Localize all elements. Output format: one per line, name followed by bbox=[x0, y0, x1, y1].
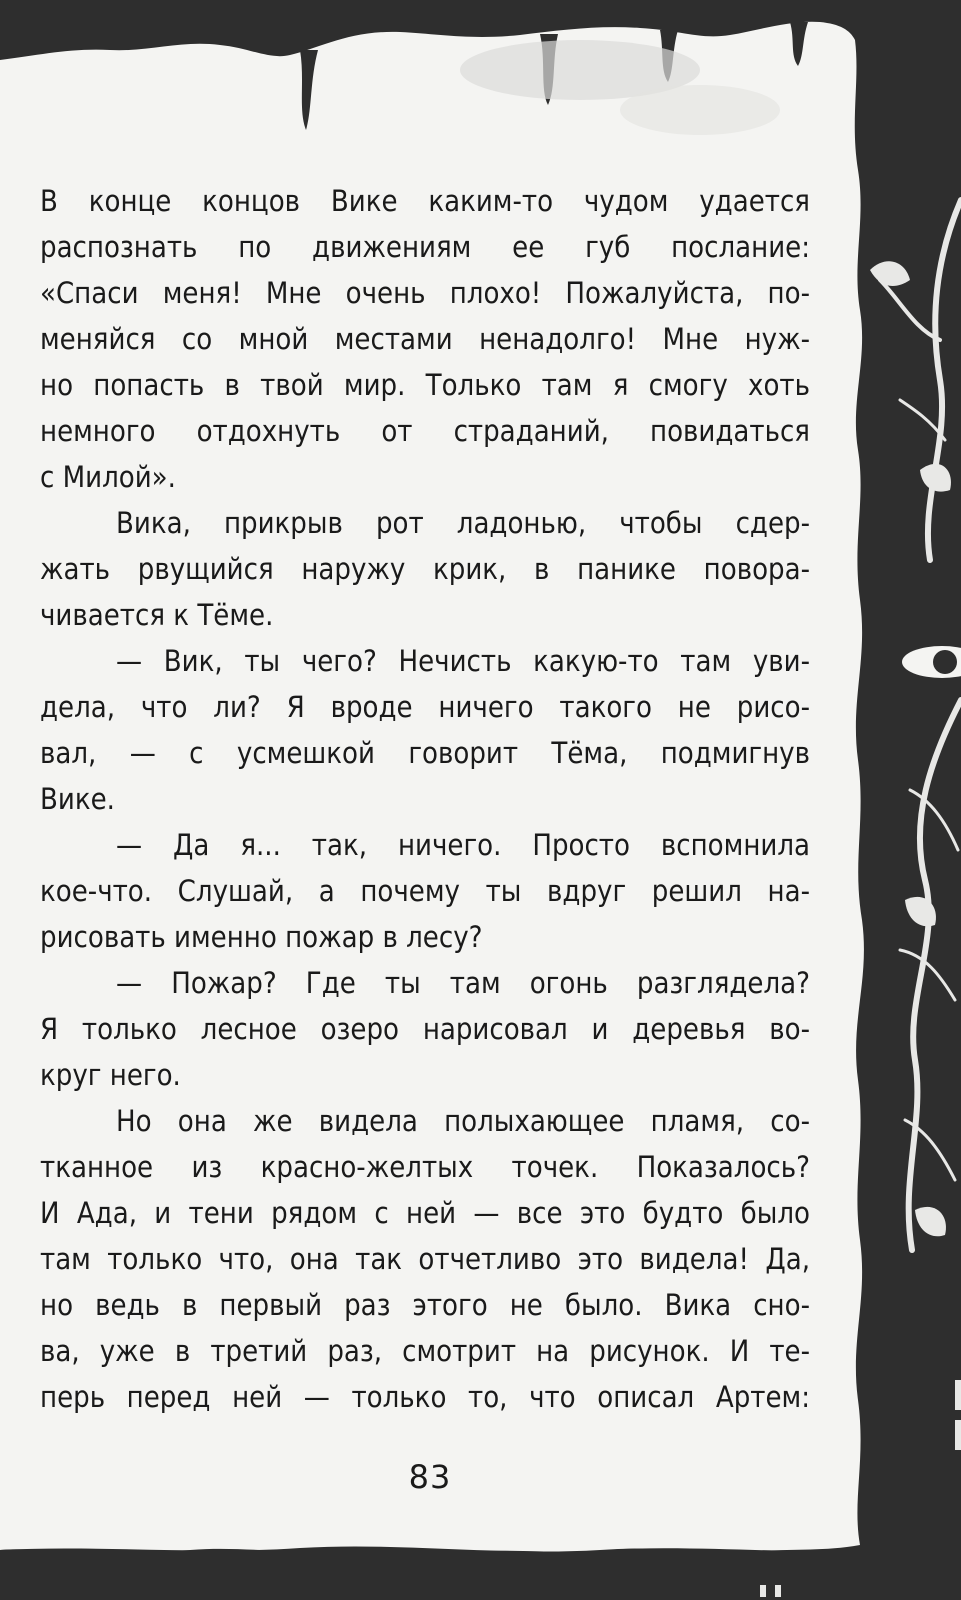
text-line: там только что, она так отчетливо это видела! Да, bbox=[40, 1242, 810, 1276]
text-line: но попасть в твой мир. Только там я смогу хоть bbox=[40, 368, 810, 402]
body-text bbox=[40, 178, 810, 1420]
text-line: распознать по движениям ее губ послание: bbox=[40, 230, 810, 264]
text-line: но ведь в первый раз этого не было. Вика сно- bbox=[40, 1288, 810, 1322]
text-line: рисовать именно пожар в лесу? bbox=[40, 920, 483, 954]
text-line: тканное из красно-желтых точек. Показалось? bbox=[40, 1150, 810, 1184]
text-line: ва, уже в третий раз, смотрит на рисунок. И те- bbox=[40, 1334, 810, 1368]
paragraph bbox=[40, 1098, 810, 1420]
text-line: кое-что. Слушай, а почему ты вдруг решил на- bbox=[40, 874, 810, 908]
text-line: Но она же видела полыхающее пламя, со- bbox=[116, 1104, 810, 1138]
text-line: меняйся со мной местами ненадолго! Мне нуж- bbox=[40, 322, 810, 356]
paragraph bbox=[40, 822, 810, 960]
text-line: с Милой». bbox=[40, 460, 176, 494]
text-line: жать рвущийся наружу крик, в панике повора- bbox=[40, 552, 810, 586]
paragraph bbox=[40, 638, 810, 822]
paragraph bbox=[40, 960, 810, 1098]
page-number: 83 bbox=[408, 1458, 452, 1496]
text-line: вал, — с усмешкой говорит Тёма, подмигнув bbox=[40, 736, 810, 770]
text-line: В конце концов Вике каким-то чудом удается bbox=[40, 184, 810, 218]
paragraph bbox=[40, 500, 810, 638]
text-line: Я только лесное озеро нарисовал и деревья во- bbox=[40, 1012, 810, 1046]
text-line: И Ада, и тени рядом с ней — все это будто было bbox=[40, 1196, 810, 1230]
text-line: чивается к Тёме. bbox=[40, 598, 274, 632]
text-line: «Спаси меня! Мне очень плохо! Пожалуйста, по- bbox=[40, 276, 810, 310]
text-line: немного отдохнуть от страданий, повидаться bbox=[40, 414, 810, 448]
text-line: — Пожар? Где ты там огонь разглядела? bbox=[116, 966, 810, 1000]
paragraph bbox=[40, 178, 810, 500]
text-line: — Да я... так, ничего. Просто вспомнила bbox=[116, 828, 810, 862]
text-line: Вика, прикрыв рот ладонью, чтобы сдер- bbox=[116, 506, 810, 540]
text-line: — Вик, ты чего? Нечисть какую-то там уви- bbox=[116, 644, 810, 678]
text-line: Вике. bbox=[40, 782, 115, 816]
text-line: дела, что ли? Я вроде ничего такого не рисо- bbox=[40, 690, 810, 724]
text-line: перь перед ней — только то, что описал Артем: bbox=[40, 1380, 810, 1414]
text-line: круг него. bbox=[40, 1058, 181, 1092]
